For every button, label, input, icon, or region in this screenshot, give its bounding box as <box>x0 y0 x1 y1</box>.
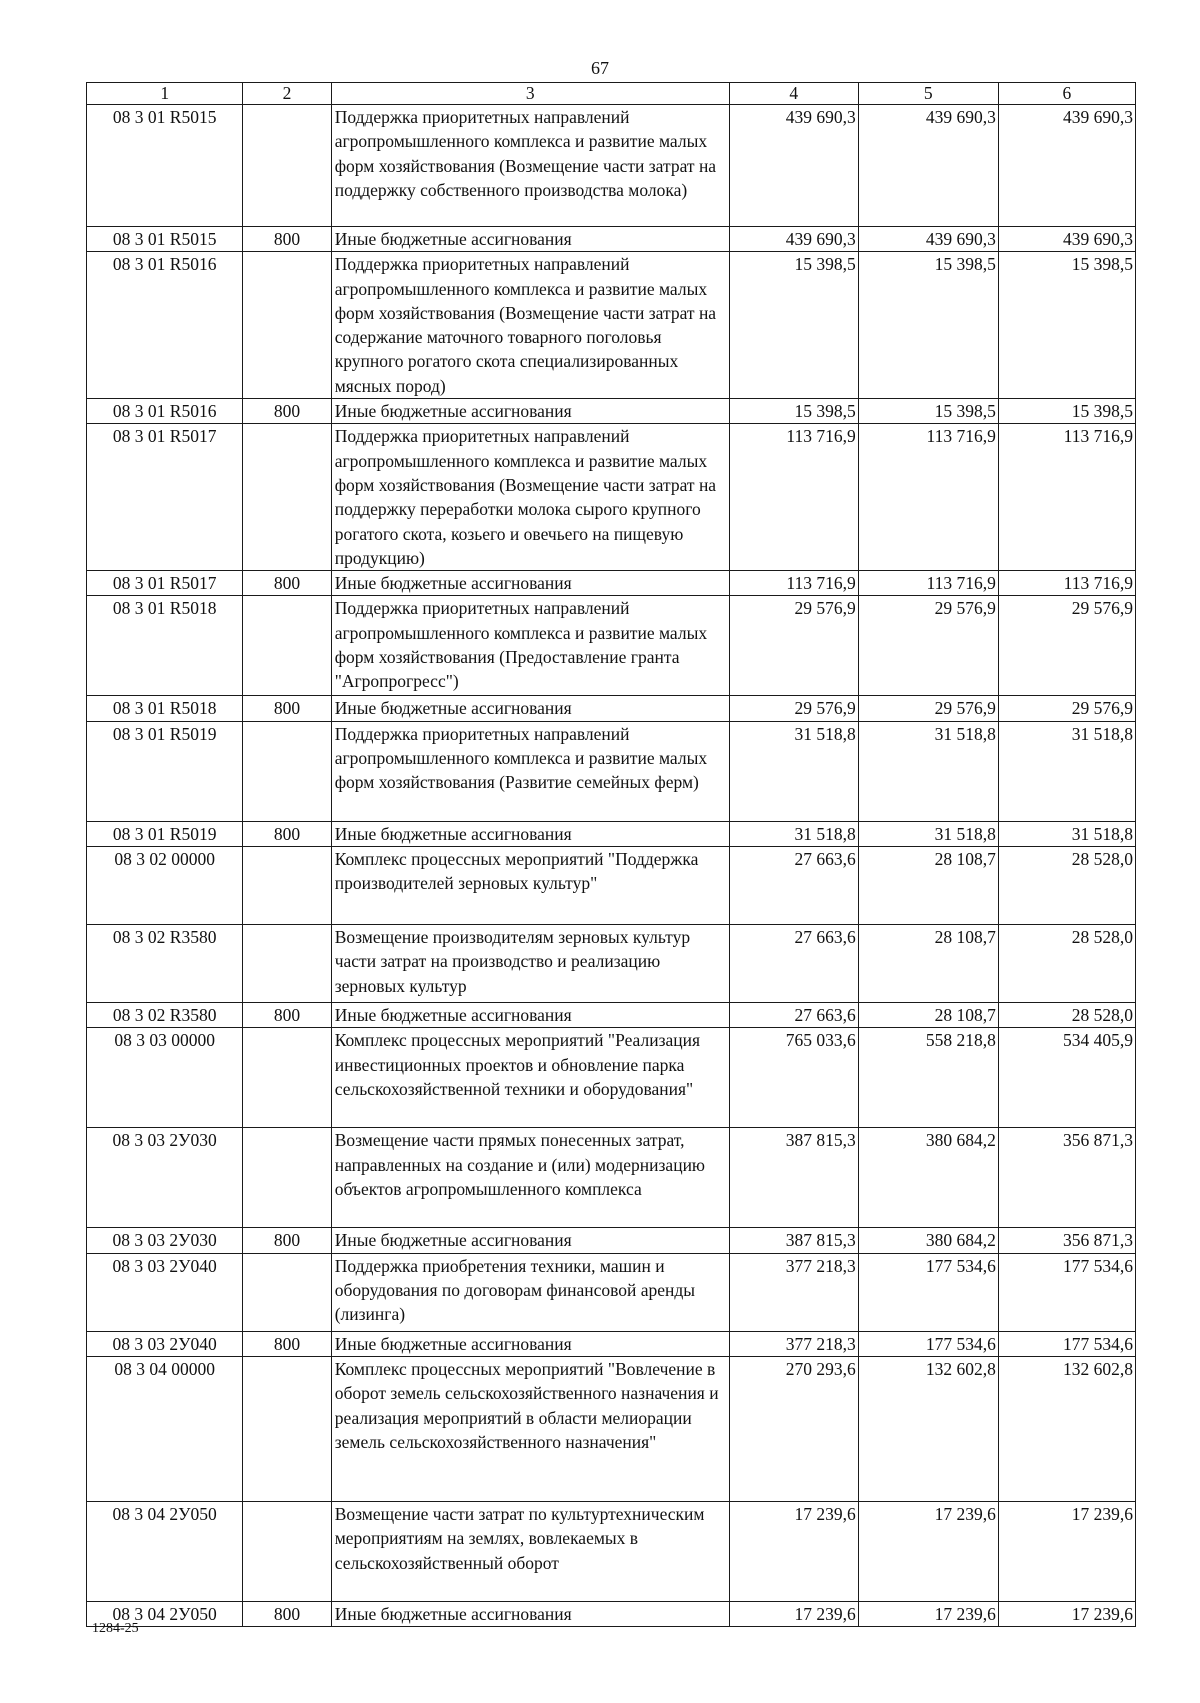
amount-cell-col6: 29 576,9 <box>998 696 1135 721</box>
expense-type-cell: 800 <box>243 1331 331 1356</box>
description-cell: Поддержка приоритетных направлений агропромышленного комплекса и развитие малых форм хозяйствования (Развитие семейных ферм) <box>331 721 729 821</box>
expense-type-cell <box>243 1128 331 1228</box>
code-cell: 08 3 04 00000 <box>87 1356 243 1501</box>
amount-cell-col6: 439 690,3 <box>998 227 1135 252</box>
table-row <box>87 596 1136 696</box>
header-row <box>87 83 1136 105</box>
code-cell: 08 3 01 R5016 <box>87 399 243 424</box>
amount-cell-col6: 17 239,6 <box>998 1501 1135 1601</box>
amount-cell-col5: 439 690,3 <box>858 227 998 252</box>
budget-table <box>86 82 1136 1627</box>
amount-cell-col6: 28 528,0 <box>998 847 1135 925</box>
amount-cell-col6: 15 398,5 <box>998 399 1135 424</box>
expense-type-cell <box>243 596 331 696</box>
description-cell: Поддержка приоритетных направлений агропромышленного комплекса и развитие малых форм хозяйствования (Предоставление гранта "Агропрогресс") <box>331 596 729 696</box>
description-cell: Возмещение части затрат по культуртехническим мероприятиям на землях, вовлекаемых в сельскохозяйственный оборот <box>331 1501 729 1601</box>
description-cell: Иные бюджетные ассигнования <box>331 1003 729 1028</box>
description-cell: Комплекс процессных мероприятий "Реализация инвестиционных проектов и обновление парка сельскохозяйственной техники и оборудования" <box>331 1028 729 1128</box>
expense-type-cell <box>243 925 331 1003</box>
table-row <box>87 821 1136 846</box>
code-cell: 08 3 01 R5018 <box>87 596 243 696</box>
amount-cell-col4: 377 218,3 <box>729 1331 858 1356</box>
description-cell: Иные бюджетные ассигнования <box>331 1601 729 1626</box>
code-cell: 08 3 03 2У040 <box>87 1253 243 1331</box>
code-cell: 08 3 02 R3580 <box>87 1003 243 1028</box>
expense-type-cell <box>243 424 331 571</box>
table-row <box>87 1501 1136 1601</box>
amount-cell-col4: 17 239,6 <box>729 1601 858 1626</box>
code-cell: 08 3 03 00000 <box>87 1028 243 1128</box>
code-cell: 08 3 03 2У030 <box>87 1228 243 1253</box>
amount-cell-col6: 31 518,8 <box>998 821 1135 846</box>
amount-cell-col6: 28 528,0 <box>998 1003 1135 1028</box>
amount-cell-col4: 270 293,6 <box>729 1356 858 1501</box>
table-row <box>87 1228 1136 1253</box>
table-row <box>87 1128 1136 1228</box>
amount-cell-col5: 132 602,8 <box>858 1356 998 1501</box>
amount-cell-col4: 387 815,3 <box>729 1228 858 1253</box>
amount-cell-col6: 177 534,6 <box>998 1331 1135 1356</box>
amount-cell-col4: 27 663,6 <box>729 847 858 925</box>
code-cell: 08 3 02 00000 <box>87 847 243 925</box>
table-row <box>87 1003 1136 1028</box>
amount-cell-col6: 29 576,9 <box>998 596 1135 696</box>
amount-cell-col4: 765 033,6 <box>729 1028 858 1128</box>
table-row <box>87 1331 1136 1356</box>
expense-type-cell <box>243 1501 331 1601</box>
amount-cell-col4: 31 518,8 <box>729 721 858 821</box>
expense-type-cell <box>243 1253 331 1331</box>
expense-type-cell <box>243 1028 331 1128</box>
amount-cell-col4: 439 690,3 <box>729 227 858 252</box>
amount-cell-col6: 177 534,6 <box>998 1253 1135 1331</box>
header-cell: 6 <box>998 83 1135 105</box>
expense-type-cell: 800 <box>243 399 331 424</box>
code-cell: 08 3 04 2У050 <box>87 1501 243 1601</box>
code-cell: 08 3 01 R5015 <box>87 105 243 227</box>
amount-cell-col5: 380 684,2 <box>858 1128 998 1228</box>
expense-type-cell: 800 <box>243 696 331 721</box>
amount-cell-col5: 558 218,8 <box>858 1028 998 1128</box>
code-cell: 08 3 01 R5017 <box>87 424 243 571</box>
code-cell: 08 3 01 R5018 <box>87 696 243 721</box>
table-row <box>87 424 1136 571</box>
description-cell: Поддержка приоритетных направлений агропромышленного комплекса и развитие малых форм хозяйствования (Возмещение части затрат на поддержку переработки молока сырого крупного рогатого скота, козьего и овечьего на пищевую продукцию) <box>331 424 729 571</box>
amount-cell-col6: 113 716,9 <box>998 571 1135 596</box>
amount-cell-col5: 15 398,5 <box>858 399 998 424</box>
table-row <box>87 1356 1136 1501</box>
header-cell: 2 <box>243 83 331 105</box>
amount-cell-col4: 15 398,5 <box>729 399 858 424</box>
description-cell: Возмещение части прямых понесенных затрат, направленных на создание и (или) модернизацию объектов агропромышленного комплекса <box>331 1128 729 1228</box>
code-cell: 08 3 03 2У030 <box>87 1128 243 1228</box>
amount-cell-col5: 177 534,6 <box>858 1331 998 1356</box>
amount-cell-col4: 439 690,3 <box>729 105 858 227</box>
amount-cell-col6: 439 690,3 <box>998 105 1135 227</box>
code-cell: 08 3 01 R5019 <box>87 721 243 821</box>
expense-type-cell: 800 <box>243 571 331 596</box>
amount-cell-col4: 29 576,9 <box>729 596 858 696</box>
description-cell: Иные бюджетные ассигнования <box>331 1331 729 1356</box>
amount-cell-col4: 387 815,3 <box>729 1128 858 1228</box>
code-cell: 08 3 01 R5017 <box>87 571 243 596</box>
amount-cell-col5: 17 239,6 <box>858 1501 998 1601</box>
amount-cell-col5: 113 716,9 <box>858 571 998 596</box>
table-row <box>87 1253 1136 1331</box>
amount-cell-col4: 113 716,9 <box>729 571 858 596</box>
amount-cell-col4: 27 663,6 <box>729 1003 858 1028</box>
expense-type-cell: 800 <box>243 1003 331 1028</box>
amount-cell-col5: 29 576,9 <box>858 696 998 721</box>
amount-cell-col6: 534 405,9 <box>998 1028 1135 1128</box>
expense-type-cell <box>243 1356 331 1501</box>
amount-cell-col5: 29 576,9 <box>858 596 998 696</box>
amount-cell-col6: 31 518,8 <box>998 721 1135 821</box>
amount-cell-col4: 17 239,6 <box>729 1501 858 1601</box>
header-cell: 1 <box>87 83 243 105</box>
code-cell: 08 3 04 2У050 <box>87 1601 243 1626</box>
amount-cell-col6: 113 716,9 <box>998 424 1135 571</box>
expense-type-cell: 800 <box>243 227 331 252</box>
amount-cell-col5: 28 108,7 <box>858 1003 998 1028</box>
amount-cell-col4: 27 663,6 <box>729 925 858 1003</box>
code-cell: 08 3 01 R5016 <box>87 252 243 399</box>
table-row <box>87 571 1136 596</box>
table-row <box>87 721 1136 821</box>
description-cell: Иные бюджетные ассигнования <box>331 1228 729 1253</box>
description-cell: Иные бюджетные ассигнования <box>331 227 729 252</box>
code-cell: 08 3 01 R5019 <box>87 821 243 846</box>
description-cell: Поддержка приобретения техники, машин и оборудования по договорам финансовой аренды (лизинга) <box>331 1253 729 1331</box>
table-row <box>87 696 1136 721</box>
description-cell: Иные бюджетные ассигнования <box>331 821 729 846</box>
amount-cell-col4: 29 576,9 <box>729 696 858 721</box>
amount-cell-col4: 377 218,3 <box>729 1253 858 1331</box>
expense-type-cell: 800 <box>243 1228 331 1253</box>
amount-cell-col5: 439 690,3 <box>858 105 998 227</box>
page-number: 67 <box>591 58 609 78</box>
expense-type-cell <box>243 252 331 399</box>
expense-type-cell <box>243 847 331 925</box>
header-cell: 5 <box>858 83 998 105</box>
amount-cell-col5: 31 518,8 <box>858 821 998 846</box>
expense-type-cell <box>243 105 331 227</box>
description-cell: Иные бюджетные ассигнования <box>331 399 729 424</box>
expense-type-cell: 800 <box>243 821 331 846</box>
description-cell: Поддержка приоритетных направлений агропромышленного комплекса и развитие малых форм хозяйствования (Возмещение части затрат на поддержку собственного производства молока) <box>331 105 729 227</box>
description-cell: Возмещение производителям зерновых культур части затрат на производство и реализацию зерновых культур <box>331 925 729 1003</box>
table-row <box>87 252 1136 399</box>
table-row <box>87 1028 1136 1128</box>
description-cell: Поддержка приоритетных направлений агропромышленного комплекса и развитие малых форм хозяйствования (Возмещение части затрат на содержание маточного товарного поголовья крупного рогатого скота специализированных мясных пород) <box>331 252 729 399</box>
description-cell: Комплекс процессных мероприятий "Поддержка производителей зерновых культур" <box>331 847 729 925</box>
table-row <box>87 399 1136 424</box>
header-cell: 3 <box>331 83 729 105</box>
amount-cell-col5: 15 398,5 <box>858 252 998 399</box>
table-row <box>87 227 1136 252</box>
amount-cell-col5: 177 534,6 <box>858 1253 998 1331</box>
code-cell: 08 3 01 R5015 <box>87 227 243 252</box>
amount-cell-col6: 356 871,3 <box>998 1128 1135 1228</box>
expense-type-cell: 800 <box>243 1601 331 1626</box>
code-cell: 08 3 03 2У040 <box>87 1331 243 1356</box>
expense-type-cell <box>243 721 331 821</box>
amount-cell-col6: 28 528,0 <box>998 925 1135 1003</box>
table-body <box>87 83 1136 1627</box>
table-row <box>87 847 1136 925</box>
amount-cell-col5: 31 518,8 <box>858 721 998 821</box>
amount-cell-col5: 380 684,2 <box>858 1228 998 1253</box>
amount-cell-col6: 356 871,3 <box>998 1228 1135 1253</box>
amount-cell-col4: 31 518,8 <box>729 821 858 846</box>
table-row <box>87 1601 1136 1626</box>
table-row <box>87 105 1136 227</box>
description-cell: Иные бюджетные ассигнования <box>331 696 729 721</box>
amount-cell-col4: 15 398,5 <box>729 252 858 399</box>
header-cell: 4 <box>729 83 858 105</box>
amount-cell-col6: 15 398,5 <box>998 252 1135 399</box>
description-cell: Комплекс процессных мероприятий "Вовлечение в оборот земель сельскохозяйственного назначения и реализация мероприятий в области мелиорации земель сельскохозяйственного назначения" <box>331 1356 729 1501</box>
code-cell: 08 3 02 R3580 <box>87 925 243 1003</box>
description-cell: Иные бюджетные ассигнования <box>331 571 729 596</box>
amount-cell-col5: 17 239,6 <box>858 1601 998 1626</box>
document-code: 1284-25 <box>92 1621 139 1636</box>
amount-cell-col5: 113 716,9 <box>858 424 998 571</box>
amount-cell-col6: 132 602,8 <box>998 1356 1135 1501</box>
amount-cell-col5: 28 108,7 <box>858 925 998 1003</box>
amount-cell-col4: 113 716,9 <box>729 424 858 571</box>
amount-cell-col5: 28 108,7 <box>858 847 998 925</box>
amount-cell-col6: 17 239,6 <box>998 1601 1135 1626</box>
table-row <box>87 925 1136 1003</box>
